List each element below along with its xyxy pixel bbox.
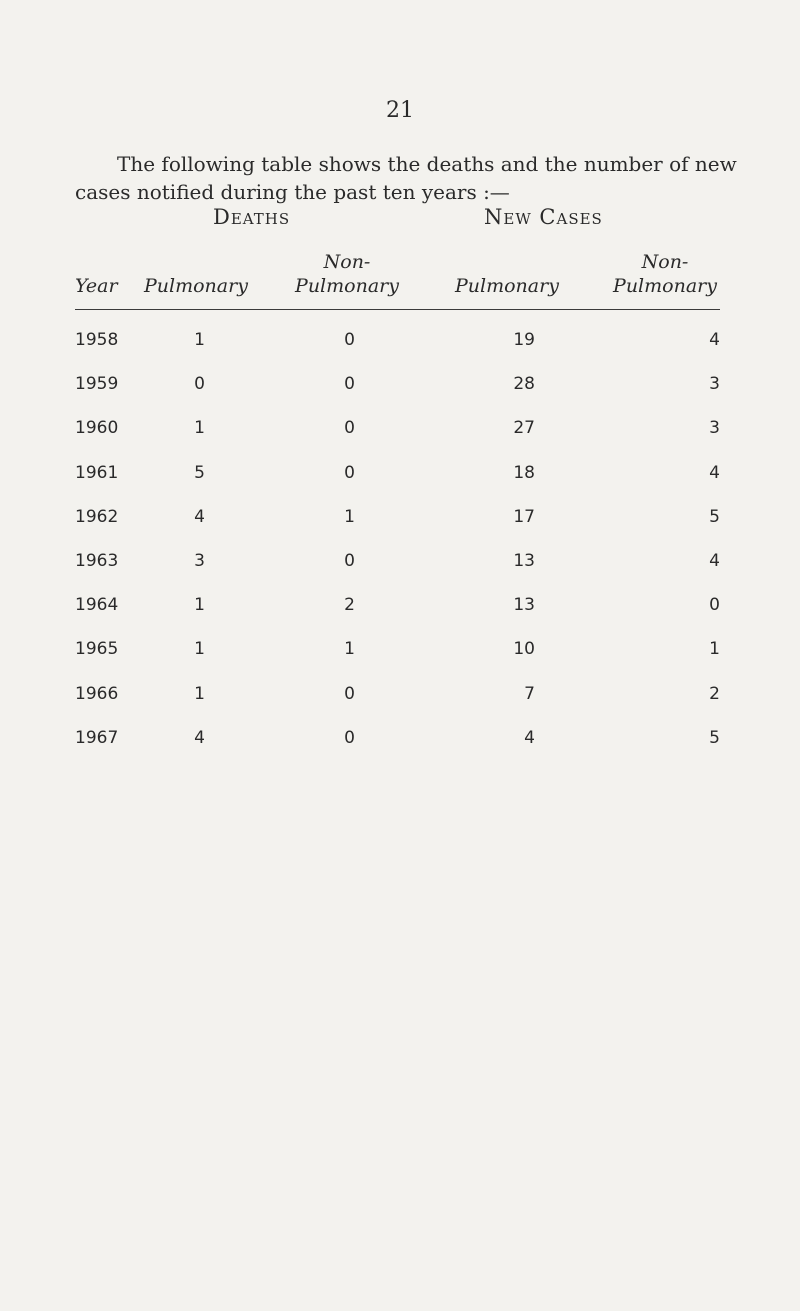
- year-cell: 1958: [75, 330, 119, 351]
- year-cell: 1964: [75, 595, 119, 616]
- deaths-pulmonary-cell: 1: [194, 595, 205, 616]
- deaths-non-pulmonary-header-line1: Non-: [323, 251, 371, 273]
- new-cases-group-header: New Cases: [484, 205, 603, 229]
- new-pulmonary-cell: 27: [513, 418, 535, 439]
- table-row: [75, 716, 720, 760]
- year-column-header: Year: [75, 275, 118, 297]
- year-cell: 1963: [75, 551, 119, 572]
- new-non-pulmonary-cell: 4: [709, 462, 720, 483]
- table-row: [75, 672, 720, 716]
- deaths-cases-table: [75, 318, 720, 760]
- deaths-pulmonary-cell: 3: [194, 551, 205, 572]
- new-non-pulmonary-header-line2: Pulmonary: [613, 275, 717, 297]
- deaths-pulmonary-cell: 1: [194, 418, 205, 439]
- new-non-pulmonary-header-line1: Non-: [641, 251, 689, 273]
- new-non-pulmonary-cell: 5: [709, 506, 720, 527]
- year-cell: 1960: [75, 418, 119, 439]
- deaths-non-pulmonary-cell: 0: [344, 330, 355, 351]
- deaths-non-pulmonary-cell: 0: [344, 683, 355, 704]
- deaths-non-pulmonary-cell: 0: [344, 418, 355, 439]
- new-non-pulmonary-cell: 3: [709, 374, 720, 395]
- deaths-non-pulmonary-column-header: [272, 250, 422, 298]
- deaths-non-pulmonary-cell: 0: [344, 374, 355, 395]
- table-row: [75, 406, 720, 450]
- deaths-pulmonary-cell: 4: [194, 727, 205, 748]
- deaths-pulmonary-cell: 1: [194, 639, 205, 660]
- new-pulmonary-cell: 18: [513, 462, 535, 483]
- table-body: [75, 318, 720, 760]
- intro-paragraph: The following table shows the deaths and the number of new cases notified during the past ten years :—: [75, 152, 737, 204]
- deaths-non-pulmonary-cell: 1: [344, 639, 355, 660]
- table-row: [75, 318, 720, 362]
- year-cell: 1962: [75, 506, 119, 527]
- year-cell: 1959: [75, 374, 119, 395]
- new-non-pulmonary-column-header: [600, 250, 730, 298]
- new-pulmonary-cell: 4: [524, 727, 535, 748]
- deaths-non-pulmonary-cell: 2: [344, 595, 355, 616]
- new-non-pulmonary-cell: 5: [709, 727, 720, 748]
- deaths-non-pulmonary-cell: 1: [344, 506, 355, 527]
- year-cell: 1966: [75, 683, 119, 704]
- year-cell: 1965: [75, 639, 119, 660]
- deaths-pulmonary-cell: 4: [194, 506, 205, 527]
- new-pulmonary-cell: 19: [513, 330, 535, 351]
- page-number: 21: [386, 98, 414, 123]
- new-pulmonary-cell: 7: [524, 683, 535, 704]
- new-non-pulmonary-cell: 0: [709, 595, 720, 616]
- table-row: [75, 451, 720, 495]
- deaths-pulmonary-cell: 0: [194, 374, 205, 395]
- new-non-pulmonary-cell: 4: [709, 330, 720, 351]
- new-pulmonary-cell: 13: [513, 551, 535, 572]
- deaths-pulmonary-cell: 5: [194, 462, 205, 483]
- new-non-pulmonary-cell: 1: [709, 639, 720, 660]
- new-non-pulmonary-cell: 3: [709, 418, 720, 439]
- header-rule: [75, 309, 720, 310]
- new-non-pulmonary-cell: 4: [709, 551, 720, 572]
- deaths-non-pulmonary-cell: 0: [344, 462, 355, 483]
- new-pulmonary-cell: 13: [513, 595, 535, 616]
- table-row: [75, 627, 720, 671]
- deaths-non-pulmonary-header-line2: Pulmonary: [295, 275, 399, 297]
- deaths-pulmonary-cell: 1: [194, 330, 205, 351]
- table-row: [75, 362, 720, 406]
- deaths-non-pulmonary-cell: 0: [344, 727, 355, 748]
- new-pulmonary-cell: 17: [513, 506, 535, 527]
- deaths-pulmonary-column-header: Pulmonary: [144, 275, 248, 297]
- new-pulmonary-cell: 28: [513, 374, 535, 395]
- table-row: [75, 583, 720, 627]
- new-pulmonary-column-header: Pulmonary: [455, 275, 559, 297]
- new-non-pulmonary-cell: 2: [709, 683, 720, 704]
- deaths-group-header: Deaths: [213, 205, 291, 229]
- year-cell: 1961: [75, 462, 119, 483]
- year-cell: 1967: [75, 727, 119, 748]
- table-row: [75, 495, 720, 539]
- deaths-non-pulmonary-cell: 0: [344, 551, 355, 572]
- table-row: [75, 539, 720, 583]
- new-pulmonary-cell: 10: [513, 639, 535, 660]
- deaths-pulmonary-cell: 1: [194, 683, 205, 704]
